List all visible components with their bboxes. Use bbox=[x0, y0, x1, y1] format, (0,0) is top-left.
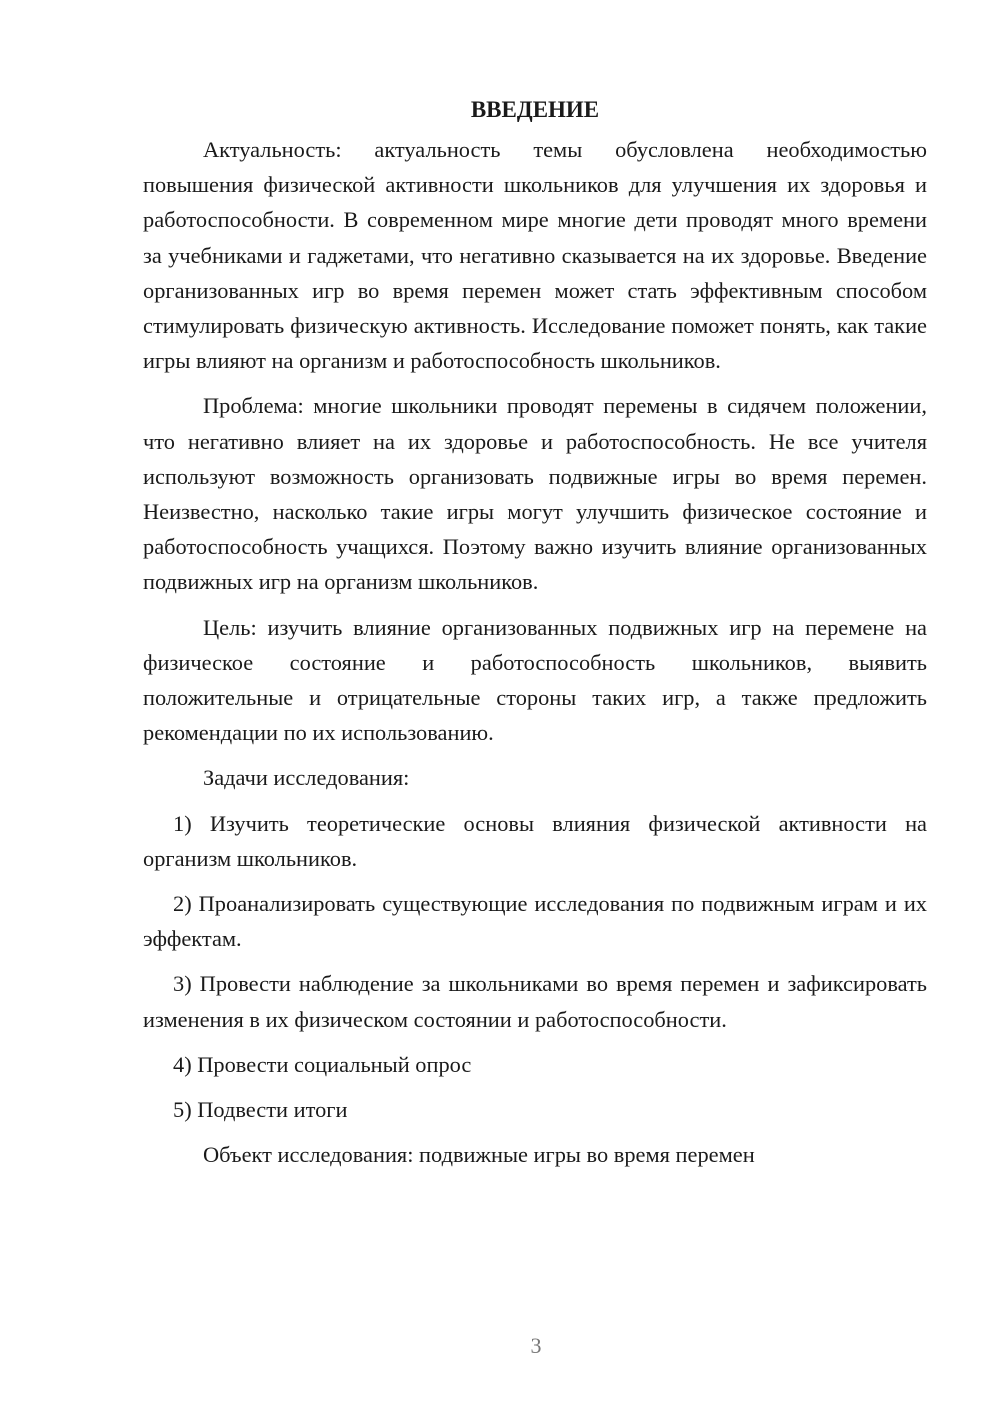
document-body bbox=[143, 88, 927, 1172]
goal-paragraph: Цель: изучить влияние организованных подвижных игр на перемене на физическое состояние и работоспособность школьников, выявить положительные и отрицательные стороны таких игр, а также предложить рекомендации по их использованию. bbox=[143, 614, 927, 746]
task-item-2: 2) Проанализировать существующие исследования по подвижным играм и их эффектам. bbox=[143, 891, 927, 952]
page-number: 3 bbox=[530, 1333, 542, 1358]
task-item-5: 5) Подвести итоги bbox=[173, 1097, 348, 1123]
tasks-title: Задачи исследования: bbox=[203, 765, 410, 791]
task-item-1: 1) Изучить теоретические основы влияния физической активности на организм школьников. bbox=[143, 810, 927, 871]
section-heading: ВВЕДЕНИЕ bbox=[470, 97, 600, 122]
problem-paragraph: Проблема: многие школьники проводят перемены в сидячем положении, что негативно влияет на их здоровье и работоспособность. Не все учителя используют возможность организовать подвижные игры во время перемен. Неизвестно, насколько такие игры могут улучшить физическое состояние и работоспособность учащихся. Поэтому важно изучить влияние организованных подвижных игр на организм школьников. bbox=[143, 393, 927, 595]
object-paragraph: Объект исследования: подвижные игры во время перемен bbox=[203, 1142, 755, 1168]
task-item-3: 3) Провести наблюдение за школьниками во время перемен и зафиксировать изменения в их физическом состоянии и работоспособности. bbox=[143, 971, 927, 1032]
task-item-4: 4) Провести социальный опрос bbox=[173, 1051, 472, 1077]
relevance-paragraph: Актуальность: актуальность темы обусловлена необходимостью повышения физической активности школьников для улучшения их здоровья и работоспособности. В современном мире многие дети проводят много времени за учебниками и гаджетами, что негативно сказывается на их здоровье. Введение организованных игр во время перемен может стать эффективным способом стимулировать физическую активность. Исследование поможет понять, как такие игры влияют на организм и работоспособность школьников. bbox=[143, 137, 927, 374]
